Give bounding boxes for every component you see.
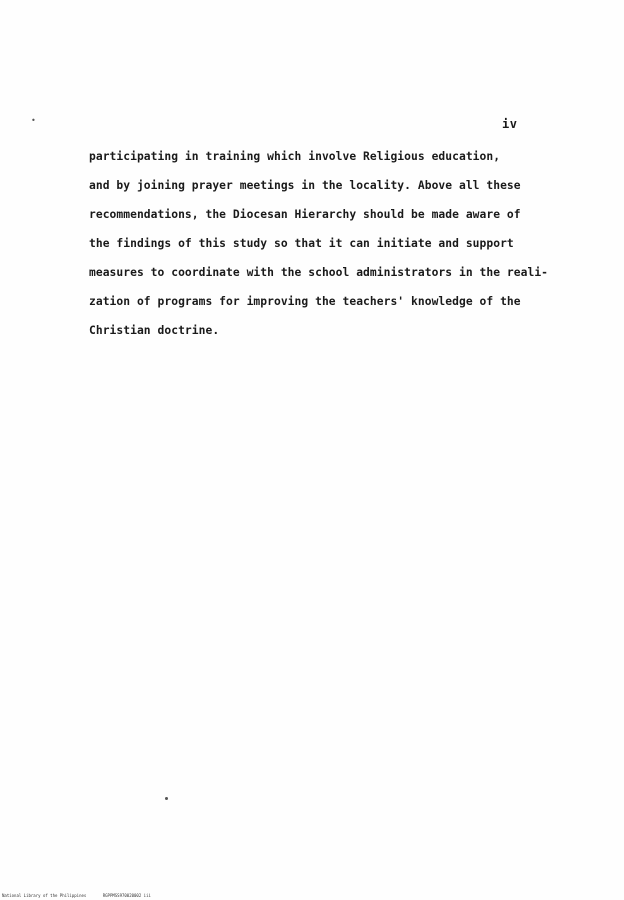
paragraph-line: participating in training which involve Religious education, — [89, 150, 501, 163]
footer-code: RGPPMSS970020002 iii — [102, 893, 151, 898]
footer — [2, 893, 165, 898]
body-paragraph — [89, 147, 559, 350]
paragraph-line: recommendations, the Diocesan Hierarchy should be made aware of — [89, 208, 521, 221]
paragraph-line: measures to coordinate with the school administrators in the reali- — [89, 266, 549, 279]
paragraph-line: and by joining prayer meetings in the locality. Above all these — [89, 179, 521, 192]
paragraph-line: zation of programs for improving the teachers' knowledge of the — [89, 295, 521, 308]
footer-library: National Library of the Philippines — [2, 893, 87, 898]
scan-speck — [165, 797, 168, 800]
scan-mark: • — [31, 116, 36, 125]
paragraph-line: Christian doctrine. — [89, 324, 220, 337]
page-number: iv — [502, 117, 518, 131]
paragraph-line: the findings of this study so that it can initiate and support — [89, 237, 514, 250]
